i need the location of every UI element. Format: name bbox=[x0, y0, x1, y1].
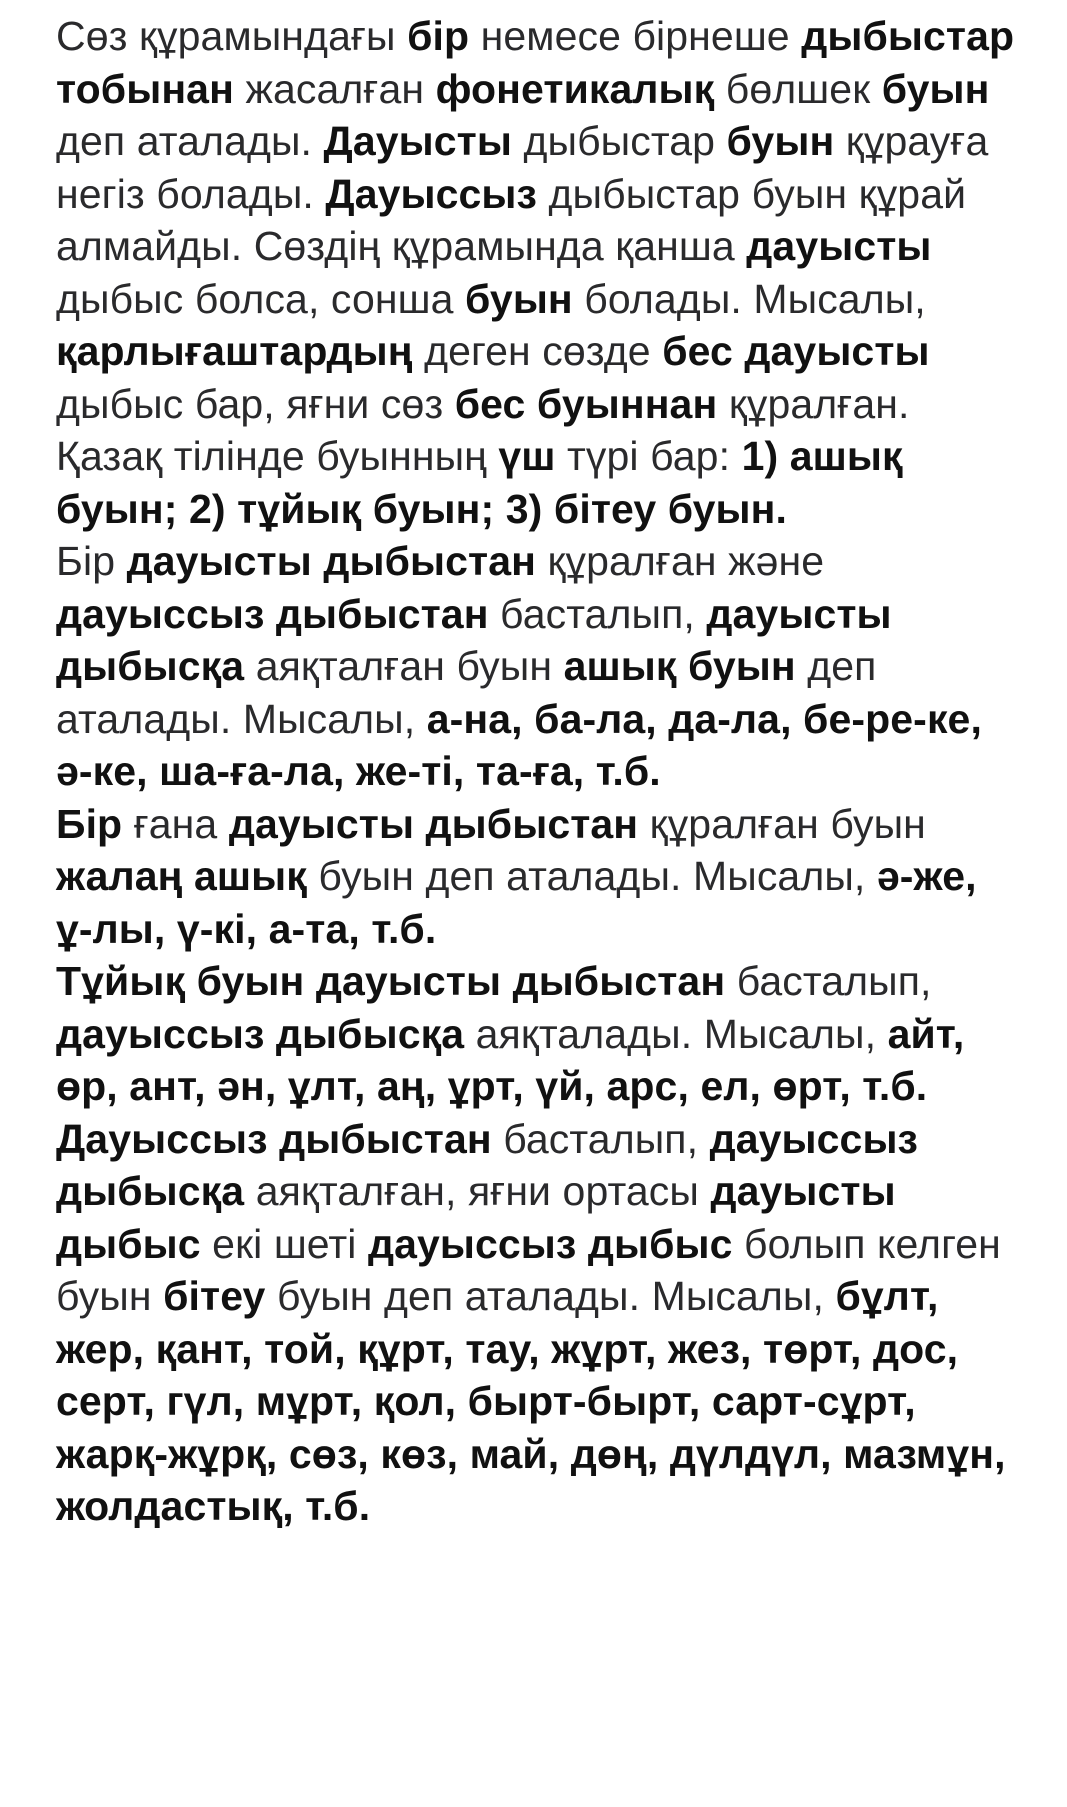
bold-text-run: буын bbox=[465, 275, 573, 322]
bold-text-run: ашық буын bbox=[563, 643, 796, 689]
bold-text-run: дауысты bbox=[746, 223, 932, 269]
text-run: құралған және bbox=[535, 538, 825, 584]
bold-text-run: а-на, ба-ла, да-ла, бе-ре-ке, ә-ке, ша-ға-ла, же-ті, та-ға, т.б. bbox=[56, 695, 982, 794]
paragraph-closed-syllable bbox=[56, 955, 1023, 1113]
bold-text-run: дауыссыз дыбысқа bbox=[56, 1115, 919, 1214]
text-run: ғана bbox=[122, 800, 229, 847]
bold-text-run: үш bbox=[498, 433, 556, 479]
paragraph-syllable-types bbox=[56, 430, 1023, 535]
bold-text-run: бір bbox=[407, 13, 470, 59]
bold-text-run: қарлығаштардың bbox=[56, 328, 413, 374]
bold-text-run: фонетикалық bbox=[435, 65, 715, 112]
text-run: буын деп аталады. Мысалы, bbox=[265, 1273, 836, 1319]
bold-text-run: айт, өр, ант, ән, ұлт, аң, ұрт, үй, арс, ел, өрт, т.б. bbox=[56, 1010, 965, 1109]
text-run: дыбыстар буын құрай алмайды. Сөздің құрамында қанша bbox=[56, 170, 967, 269]
text-run: аяқталған, яғни ортасы bbox=[244, 1168, 711, 1214]
bold-text-run: дауыссыз дыбысқа bbox=[56, 1010, 465, 1057]
text-run: деп аталады. Мысалы, bbox=[56, 643, 877, 742]
bold-text-run: дауысты дыбыстан bbox=[126, 538, 536, 584]
bold-text-run: дыбыстар тобынан bbox=[56, 13, 1015, 112]
bold-text-run: Тұйық буын дауысты дыбыстан bbox=[56, 958, 726, 1004]
bold-text-run: Бір bbox=[56, 800, 123, 847]
bold-text-run: буын bbox=[881, 65, 990, 112]
bold-text-run: дауысты дыбысқа bbox=[56, 590, 892, 689]
text-run: болады. Мысалы, bbox=[572, 275, 926, 322]
text-run: құралған. bbox=[717, 380, 910, 427]
text-run: немесе бірнеше bbox=[469, 13, 802, 59]
paragraph-blocked-syllable bbox=[56, 1113, 1023, 1533]
bold-text-run: буын bbox=[726, 118, 835, 164]
text-run: құралған буын bbox=[638, 800, 926, 847]
text-run: аяқталған буын bbox=[244, 643, 564, 689]
bold-text-run: 1) ашық буын; 2) тұйық буын; 3) бітеу буын. bbox=[56, 433, 903, 532]
text-run: жасалған bbox=[233, 65, 436, 112]
bold-text-run: ә-же, ұ-лы, ү-кі, а-та, т.б. bbox=[56, 853, 977, 952]
bold-text-run: бұлт, жер, қант, той, құрт, тау, жұрт, жез, төрт, дос, серт, гүл, мұрт, қол, бырт-бырт, сарт-сұрт, жарқ-жұрқ, сөз, көз, май, дөң, дүлдүл, мазмұн, жолдастық, т.б. bbox=[56, 1273, 1006, 1529]
bold-text-run: жалаң ашық bbox=[56, 853, 307, 899]
paragraph-bare-open-syllable bbox=[56, 798, 1023, 956]
text-run: деген сөзде bbox=[412, 328, 663, 374]
text-run: дыбыстар bbox=[511, 118, 727, 164]
bold-text-run: бітеу bbox=[163, 1273, 266, 1319]
text-run: дыбыс болса, сонша bbox=[56, 275, 466, 322]
paragraph-syllable-definition bbox=[56, 10, 1023, 430]
text-run: бөлшек bbox=[714, 65, 882, 112]
bold-text-run: дауыссыз дыбыс bbox=[367, 1220, 733, 1267]
bold-text-run: бес дауысты bbox=[662, 328, 930, 374]
text-run: деп аталады. bbox=[56, 118, 324, 164]
text-run: құрауға негіз болады. bbox=[56, 118, 989, 217]
text-run: басталып, bbox=[725, 958, 932, 1004]
text-run: Қазақ тілінде буынның bbox=[56, 433, 499, 479]
text-run: Бір bbox=[56, 538, 127, 584]
bold-text-run: дауысты дыбыс bbox=[56, 1168, 896, 1267]
text-run: басталып, bbox=[491, 1115, 710, 1162]
text-run: басталып, bbox=[488, 590, 707, 637]
bold-text-run: бес буыннан bbox=[454, 380, 718, 427]
paragraph-open-syllable bbox=[56, 535, 1023, 798]
bold-text-run: дауыссыз дыбыстан bbox=[56, 590, 489, 637]
text-run: Сөз құрамындағы bbox=[56, 13, 408, 59]
bold-text-run: Дауыссыз дыбыстан bbox=[56, 1115, 492, 1162]
text-run: аяқталады. Мысалы, bbox=[464, 1010, 888, 1057]
text-run: екі шеті bbox=[200, 1220, 368, 1267]
bold-text-run: дауысты дыбыстан bbox=[228, 800, 639, 847]
bold-text-run: Дауысты bbox=[323, 118, 512, 164]
text-run: болып келген буын bbox=[56, 1220, 1001, 1319]
bold-text-run: Дауыссыз bbox=[325, 170, 538, 217]
text-run: дыбыс бар, яғни сөз bbox=[56, 380, 455, 427]
text-run: буын деп аталады. Мысалы, bbox=[306, 853, 877, 899]
text-run: түрі бар: bbox=[555, 433, 742, 479]
